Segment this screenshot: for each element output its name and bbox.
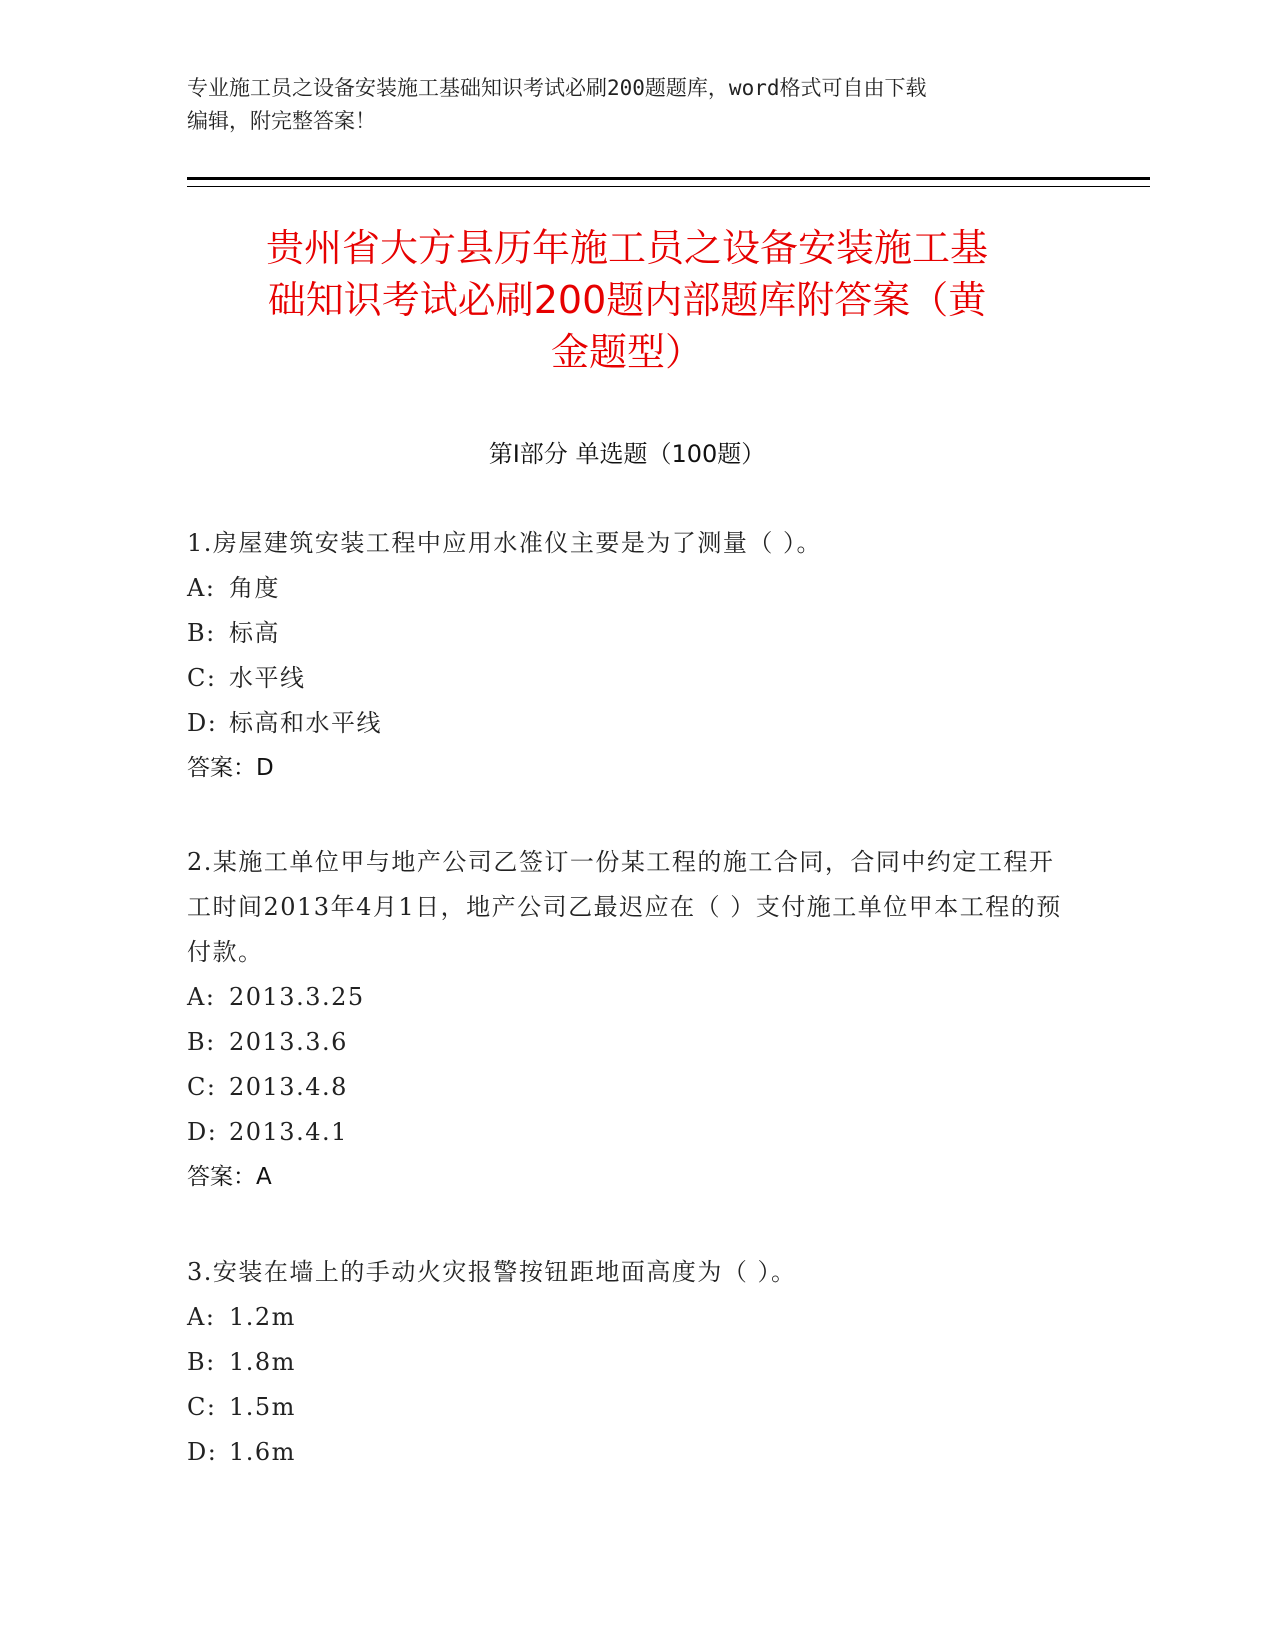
option-text: 1.2m	[229, 1303, 296, 1331]
document-title-line-2: 础知识考试必刷200题内部题库附答案（黄	[267, 278, 987, 322]
answer-line: 答案：A	[187, 1164, 272, 1190]
option-text: 1.5m	[229, 1393, 296, 1421]
option-text: 标高和水平线	[229, 709, 382, 737]
question-text: 3.安装在墙上的手动火灾报警按钮距地面高度为（ ）。	[187, 1258, 797, 1286]
option-letter: B:	[187, 1028, 216, 1056]
question-text: 1.房屋建筑安装工程中应用水准仪主要是为了测量（ ）。	[187, 529, 823, 557]
option-d	[187, 1430, 1067, 1475]
option-b	[187, 611, 1067, 656]
option-a	[187, 975, 1067, 1020]
option-text: 标高	[229, 619, 280, 647]
option-text: 2013.3.25	[229, 983, 365, 1011]
header-rule-thick	[187, 177, 1150, 180]
question-text: 2.某施工单位甲与地产公司乙签订一份某工程的施工合同，合同中约定工程开工时间2013年4月1日，地产公司乙最迟应在（ ）支付施工单位甲本工程的预付款。	[187, 848, 1062, 966]
section-heading: 第I部分 单选题（100题）	[488, 440, 766, 468]
document-title-line-3: 金题型）	[550, 330, 703, 374]
question-2	[187, 840, 1067, 1200]
option-text: 2013.4.8	[229, 1073, 348, 1101]
option-text: 1.6m	[229, 1438, 296, 1466]
answer-line: 答案：D	[187, 755, 274, 781]
option-letter: D:	[187, 709, 218, 737]
option-letter: A:	[187, 574, 216, 602]
option-d	[187, 701, 1067, 746]
header-note-line-1: 专业施工员之设备安装施工基础知识考试必刷200题题库，word格式可自由下载	[187, 76, 927, 100]
option-text: 2013.3.6	[229, 1028, 348, 1056]
option-letter: A:	[187, 1303, 216, 1331]
option-text: 角度	[229, 574, 280, 602]
question-3	[187, 1250, 1067, 1475]
header-rule-thin	[187, 186, 1150, 187]
option-letter: D:	[187, 1438, 218, 1466]
option-letter: A:	[187, 983, 216, 1011]
option-letter: C:	[187, 1393, 217, 1421]
document-title-line-1: 贵州省大方县历年施工员之设备安装施工基	[265, 226, 988, 270]
option-letter: C:	[187, 1073, 217, 1101]
option-b	[187, 1020, 1067, 1065]
option-letter: B:	[187, 619, 216, 647]
option-text: 2013.4.1	[229, 1118, 348, 1146]
option-c	[187, 1385, 1067, 1430]
option-a	[187, 566, 1067, 611]
option-text: 1.8m	[229, 1348, 296, 1376]
option-d	[187, 1110, 1067, 1155]
option-c	[187, 656, 1067, 701]
option-b	[187, 1340, 1067, 1385]
header-note	[187, 72, 1067, 138]
question-1	[187, 521, 1067, 791]
option-a	[187, 1295, 1067, 1340]
document-title	[187, 222, 1067, 378]
option-letter: D:	[187, 1118, 218, 1146]
header-note-line-2: 编辑，附完整答案！	[187, 109, 376, 133]
option-letter: B:	[187, 1348, 216, 1376]
option-text: 水平线	[229, 664, 306, 692]
option-letter: C:	[187, 664, 217, 692]
option-c	[187, 1065, 1067, 1110]
